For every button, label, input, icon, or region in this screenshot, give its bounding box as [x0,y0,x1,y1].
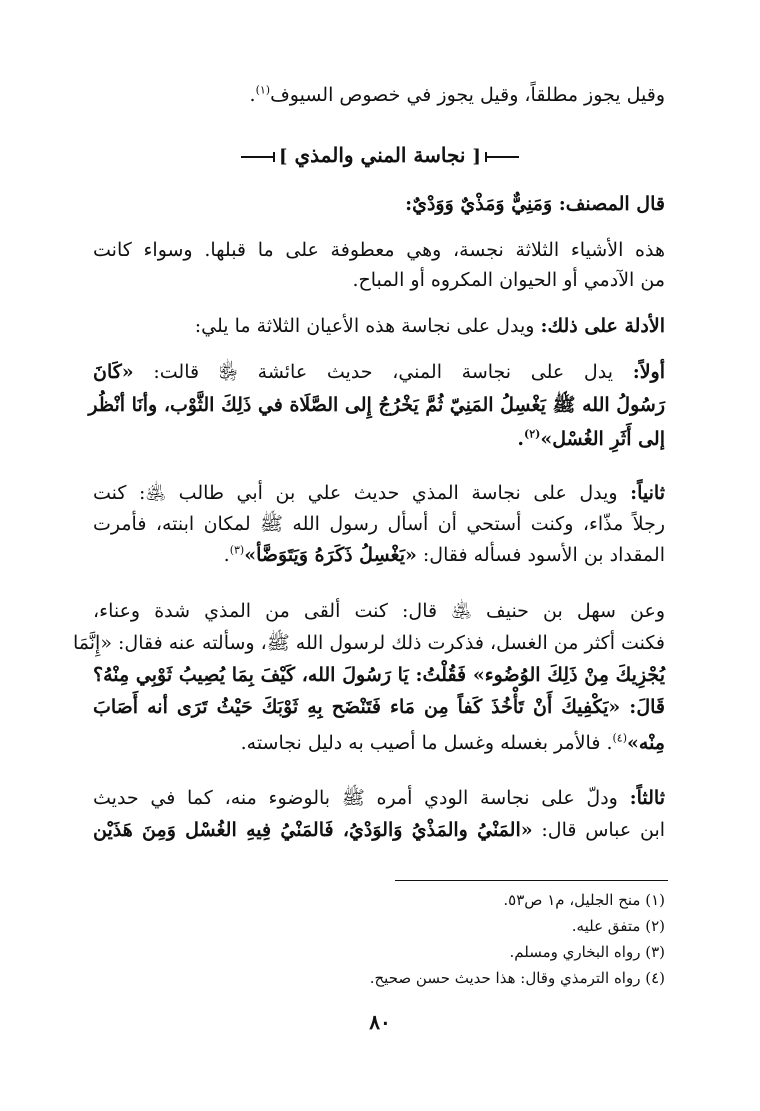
author-statement: قال المصنف: وَمَنِيٌّ وَمَذْيٌ وَوَدْيٌ: [405,193,665,215]
paragraph-line: من الآدمي أو الحيوان المكروه أو المباح. [352,269,665,291]
paragraph-line: فكنت أكثر من الغسل، فذكرت ذلك لرسول الله ﷺ، وسألته عنه فقال: «إِنَّمَا [72,632,665,654]
second-evidence-line: ثانياً: ويدل على نجاسة المذي حديث علي بن أبي طالب ﵁: كنت [93,482,665,504]
paragraph-line: وعن سهل بن حنيف ﵁ قال: كنت ألقى من المذي شدة وعناء، [93,600,665,622]
footnote: (٤) رواه الترمذي وقال: هذا حديث حسن صحيح. [369,969,665,987]
hadith-line: قَالَ: «يَكْفِيكَ أَنْ تَأْخُذَ كَفاً مِن مَاء فَتَنْضَح بِهِ ثَوْبَكَ حَيْثُ تَرَى أنه أَصَابَ [93,696,665,718]
bracket-right: [ [472,146,481,167]
footnote-ref-3: (٣) [229,543,245,557]
paragraph-line: هذه الأشياء الثلاثة نجسة، وهي معطوفة على ما قبلها. وسواء كانت [93,239,665,261]
section-heading [0,143,760,167]
third-evidence-line: ثالثاً: ودلّ على نجاسة الودي أمره ﷺ بالوضوء منه، كما في حديث [93,787,665,809]
evidence-line: الأدلة على ذلك: ويدل على نجاسة هذه الأعيان الثلاثة ما يلي: [194,315,665,337]
footnote: (١) منح الجليل، م١ ص٥٣. [503,891,665,909]
ornament-right-icon [485,156,519,158]
footnote-divider [395,880,668,881]
footnote: (٣) رواه البخاري ومسلم. [509,943,665,961]
footnote: (٢) متفق عليه. [571,917,665,935]
paragraph-line: المقداد بن الأسود فسأله فقال: «يَغْسِلُ ذَكَرَهُ وَيَتَوَضَّأ»$^{(٣)}$. [223,543,665,566]
hadith-line: إلى أَثَرِ الغُسْل»$^{(٢)}$. [517,427,665,450]
hadith-line: رَسُولُ الله ﷺ يَغْسِلُ المَنِيّ ثُمَّ يَخْرُجُ إِلى الصَّلَاة في ذَلِكَ الثَّوْب، وأنَا أنْظُر [88,394,665,416]
footnote-ref-4: (٤) [612,731,628,745]
first-evidence-line: أولاً: يدل على نجاسة المني، حديث عائشة ﵂ قالت: «كَانَ [93,361,665,383]
paragraph-line: رجلاً مذّاء، وكنت أستحي أن أسأل رسول الله ﷺ لمكان ابنته، فأمرت [93,513,665,535]
ornament-left-icon [241,156,275,158]
top-line: وقيل يجوز مطلقاً، وقيل يجوز في خصوص السيوف$^{(١)}$. [249,83,665,106]
paragraph-line: مِنْه»$^{(٤)}$. فالأمر بغسله وغسل ما أصيب به دليل نجاسته. [240,731,665,754]
page-number: ٨٠ [369,1010,391,1034]
footnote-ref-2: (٢) [524,427,541,441]
hadith-line: ابن عباس قال: «المَنْيُ والمَذْيُ وَالوَدْيُ، فَالمَنْيُ فِيهِ الغُسْل وَمِنَ هَذَيْن [93,819,666,841]
footnote-ref-1: (١) [255,83,271,97]
hadith-line: يُجْزِيكَ مِنْ ذَلِكَ الوُضُوء» فَقُلْتُ: يَا رَسُولَ الله، كَيْفَ بِمَا يُصِيبُ ثَوْبِي مِنْهُ؟ [93,664,665,686]
section-title: نجاسة المني والمذي [294,143,466,167]
bracket-left: ] [279,146,288,167]
